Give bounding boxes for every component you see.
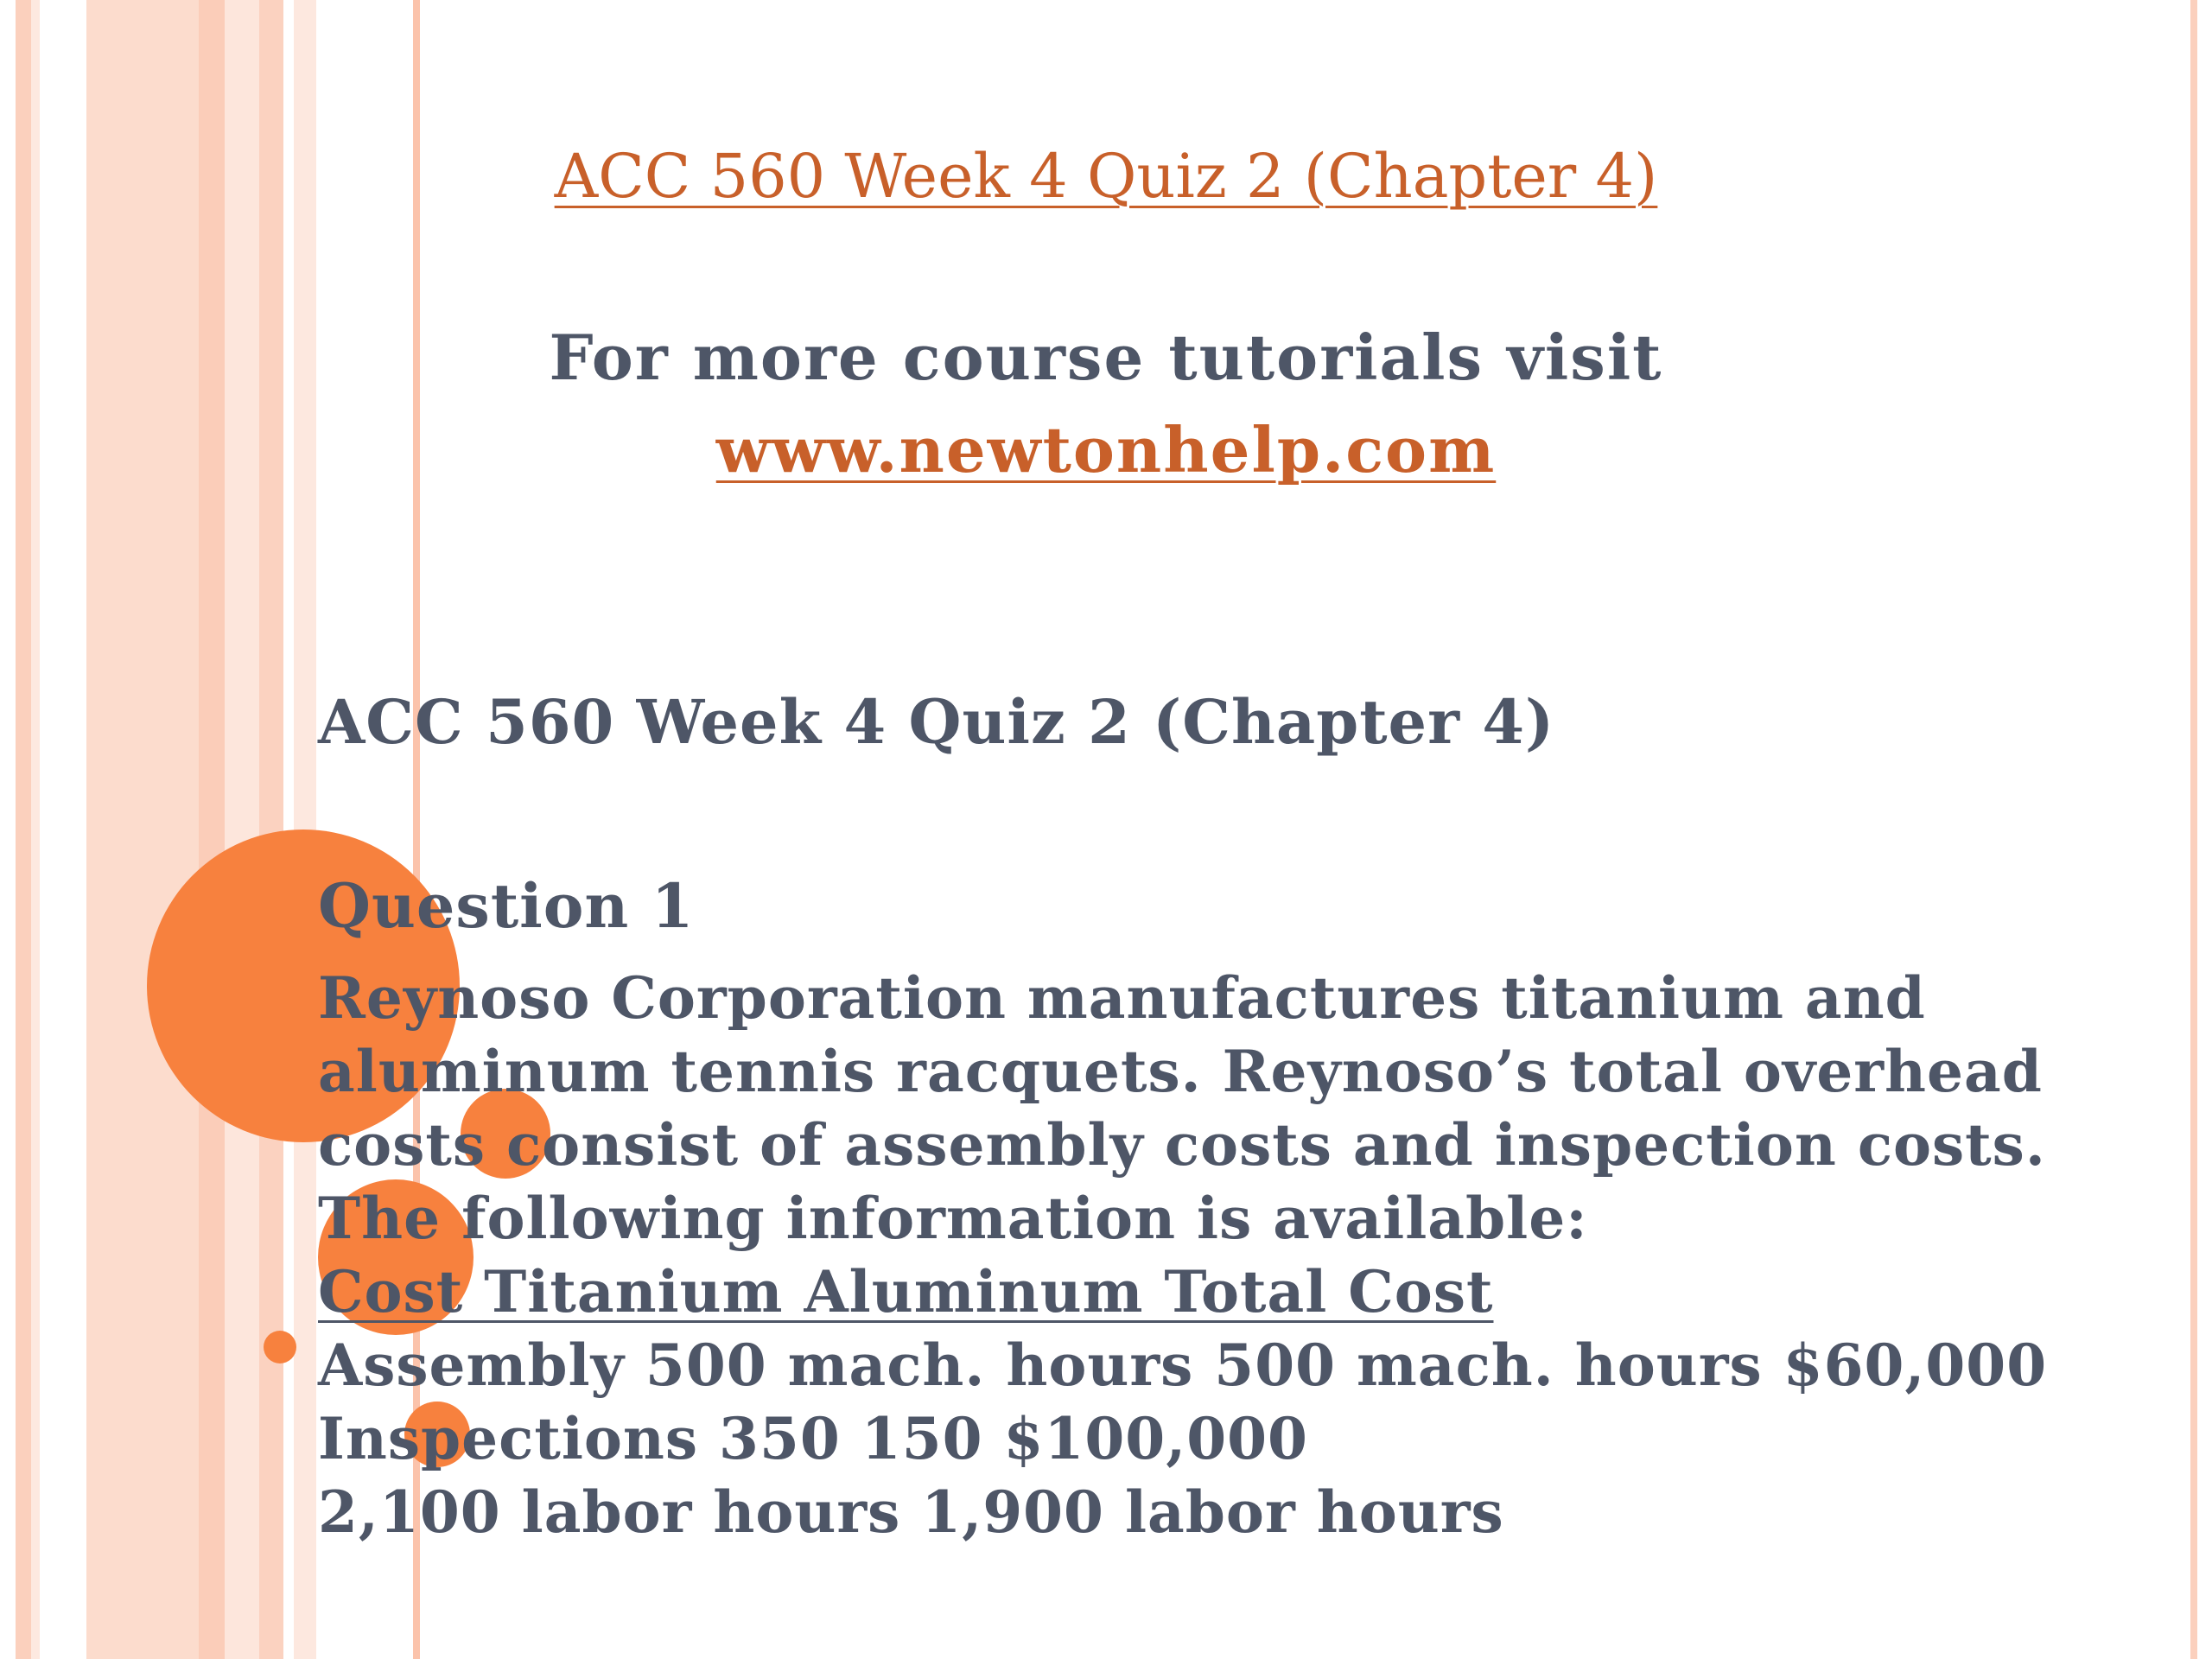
decorative-stripe [16, 0, 31, 1659]
question-line: aluminum tennis racquets. Reynoso’s total overhead [318, 1038, 2043, 1105]
decorative-stripe [199, 0, 225, 1659]
decorative-stripe [31, 0, 40, 1659]
promo-text: For more course tutorials visit [549, 321, 1663, 394]
decorative-stripe [259, 0, 283, 1659]
website-link[interactable]: www.newtonhelp.com [715, 413, 1497, 486]
bullet-dot [264, 1331, 296, 1363]
table-row: 2,100 labor hours 1,900 labor hours [318, 1478, 1504, 1546]
table-row: Assembly 500 mach. hours 500 mach. hours $60,000 [318, 1332, 2048, 1399]
table-header: Cost Titanium Aluminum Total Cost [318, 1258, 1494, 1325]
question-line: costs consist of assembly costs and inspection costs. [318, 1111, 2046, 1179]
decorative-stripe [2190, 0, 2197, 1659]
table-row: Inspections 350 150 $100,000 [318, 1405, 1308, 1472]
decorative-stripe [225, 0, 259, 1659]
question-line: The following information is available: [318, 1185, 1588, 1252]
question-line: Reynoso Corporation manufactures titanium and [318, 964, 1926, 1032]
question-label: Question 1 [318, 870, 695, 942]
section-title: ACC 560 Week 4 Quiz 2 (Chapter 4) [318, 686, 1555, 758]
decorative-stripe [86, 0, 199, 1659]
title-link[interactable]: ACC 560 Week 4 Quiz 2 (Chapter 4) [554, 141, 1658, 212]
